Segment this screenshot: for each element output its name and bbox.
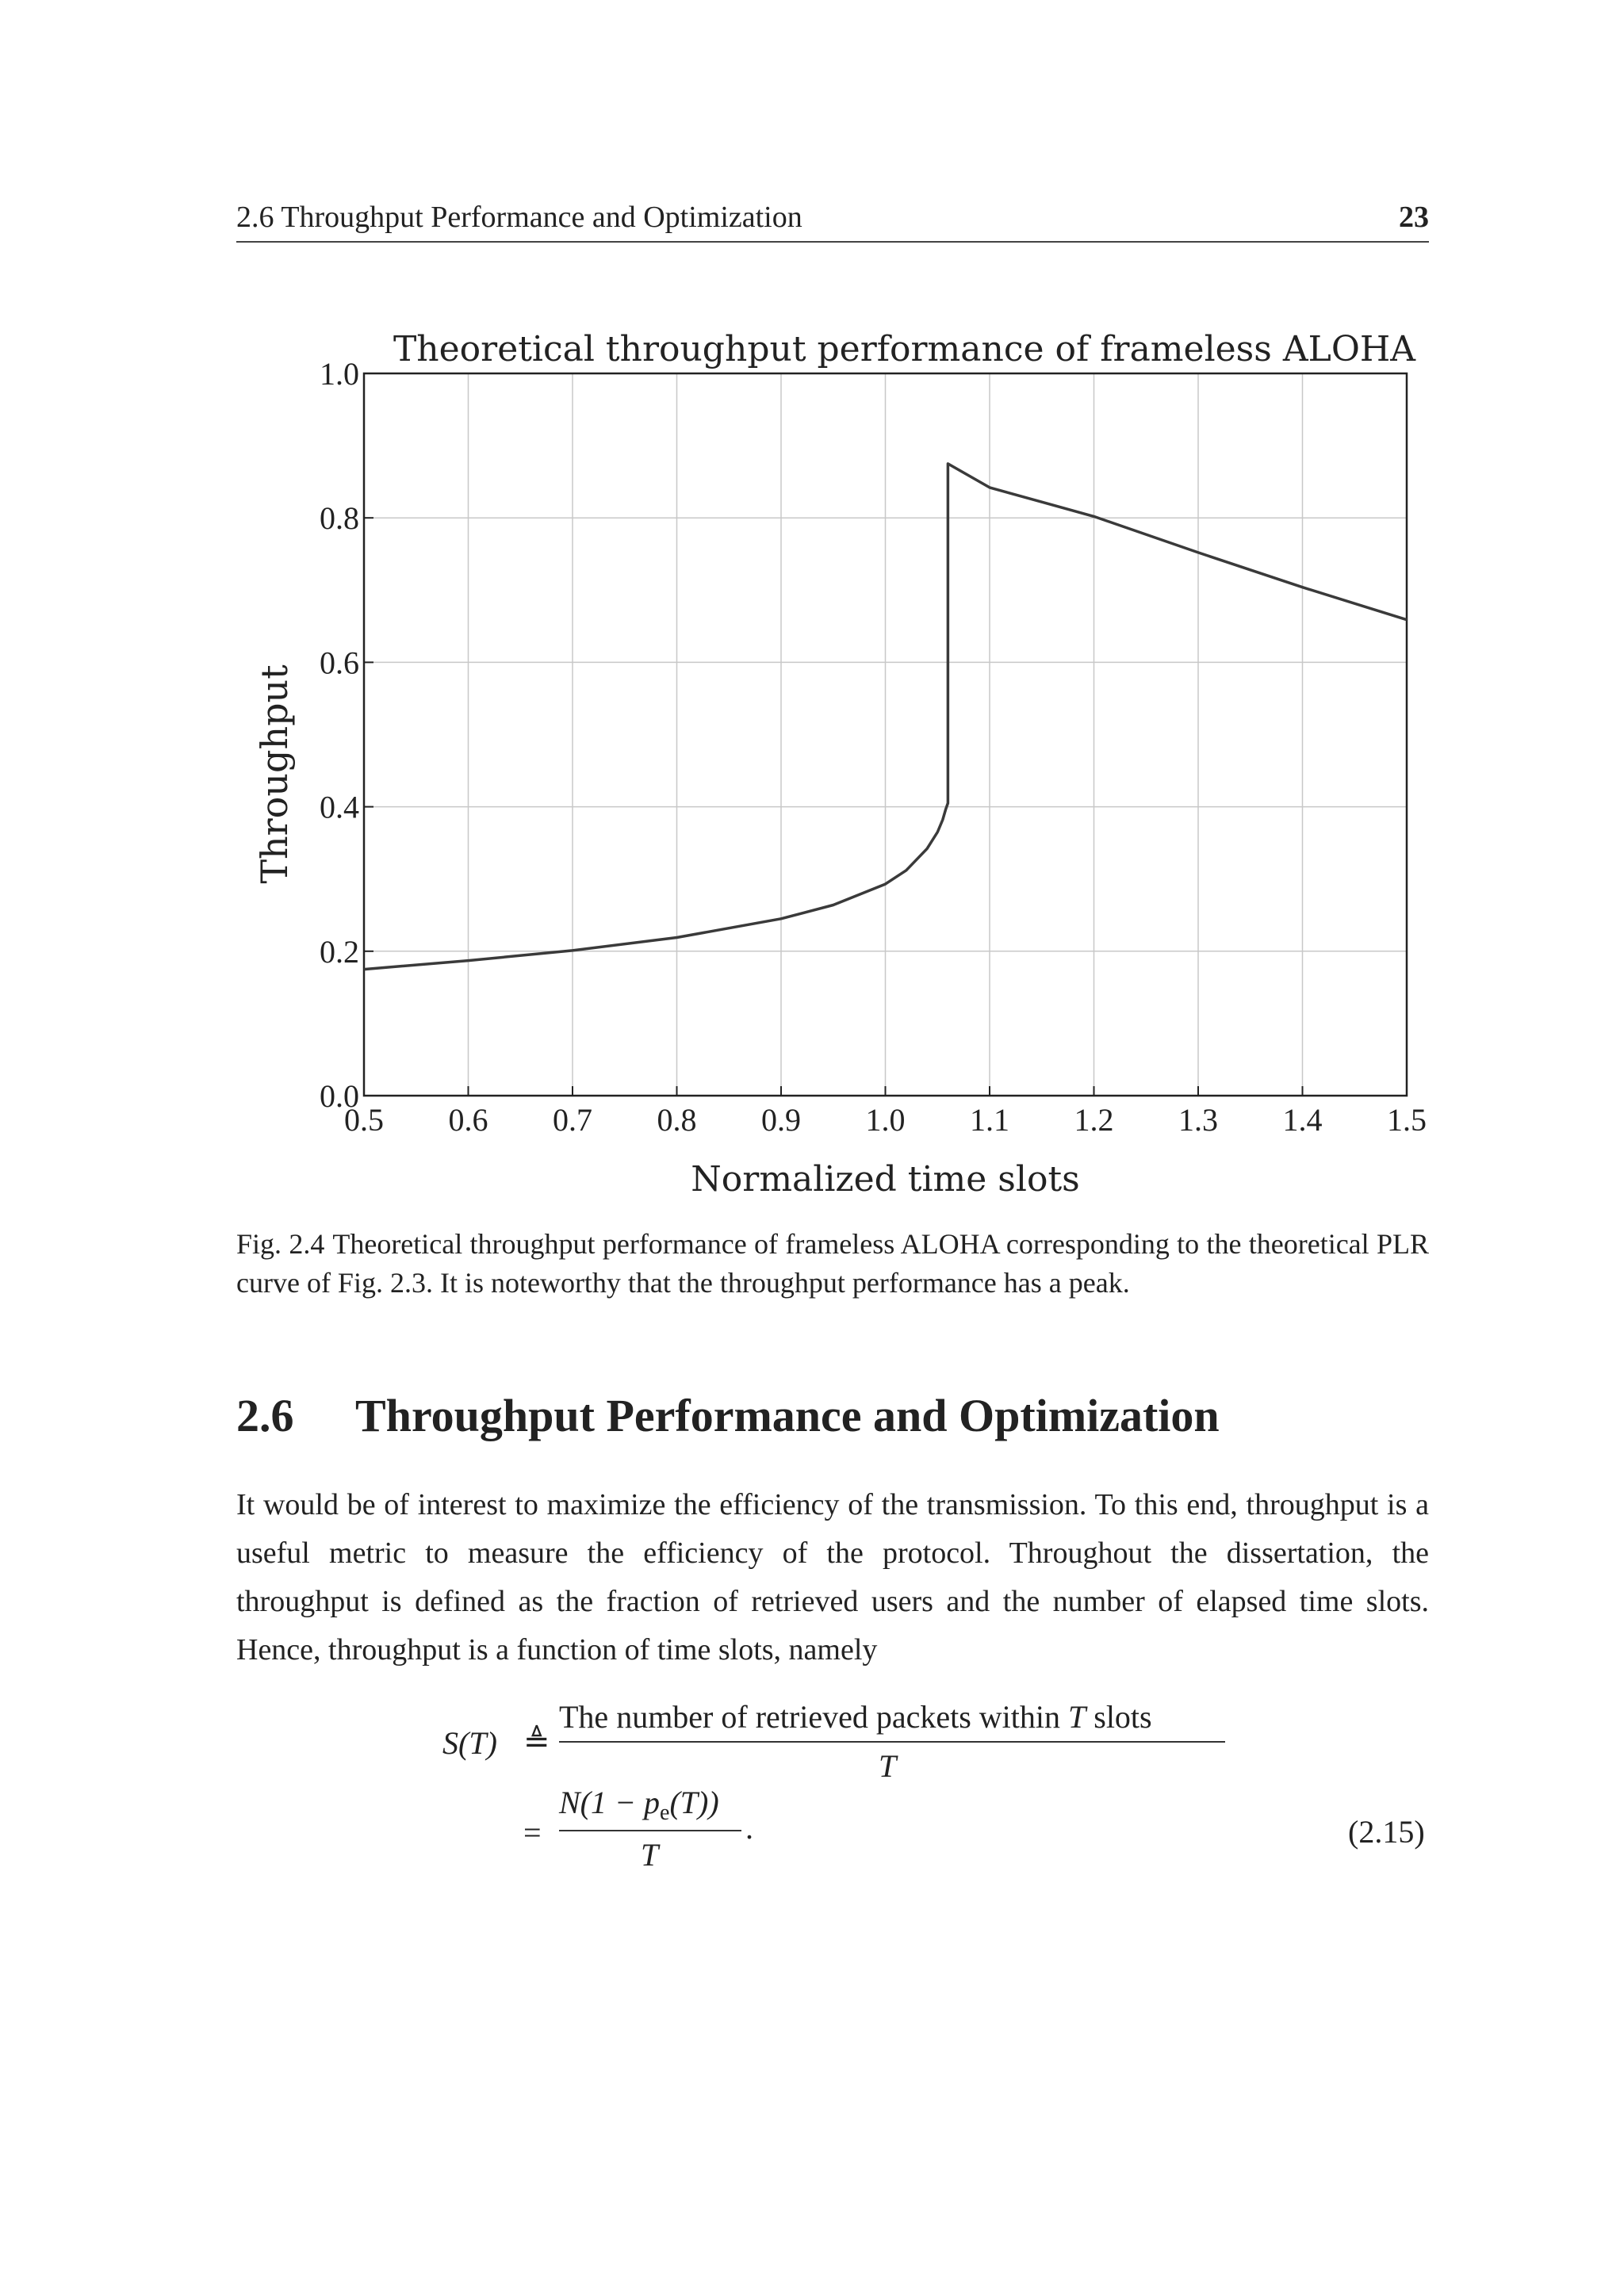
x-tick-label: 1.1 [970, 1102, 1009, 1138]
section-title: Throughput Performance and Optimization [355, 1390, 1220, 1441]
y-tick-label: 0.8 [320, 500, 359, 537]
section-number: 2.6 [236, 1390, 294, 1441]
x-tick-label: 0.5 [344, 1102, 384, 1138]
x-tick-label: 0.6 [448, 1102, 488, 1138]
equation-defeq: ≜ [523, 1724, 550, 1759]
x-axis-label: Normalized time slots [691, 1159, 1080, 1200]
x-tick-label: 0.9 [761, 1102, 801, 1138]
caption-text: Theoretical throughput performance of frameless ALOHA corresponding to the theoretical PLR curve of Fig. 2.3. It is noteworthy that the throughput performance has a peak. [236, 1228, 1429, 1299]
equation-period: . [745, 1810, 753, 1846]
x-tick-label: 0.7 [553, 1102, 592, 1138]
y-axis-label: Throughput [253, 664, 296, 884]
x-tick-label: 0.8 [657, 1102, 697, 1138]
x-tick-label: 1.4 [1282, 1102, 1323, 1138]
body-paragraph: It would be of interest to maximize the efficiency of the transmission. To this end, throughput is a useful metric to measure the efficiency of the protocol. Throughout the dissertation, the throughput is defined as the fraction of retrieved users and the number of elapsed time slots. Hence, throughput is a function of time slots, namely [236, 1488, 1429, 1667]
equation-numerator-2: $N(1 - p_e(T))$ [559, 1785, 719, 1825]
equation-equals: = [523, 1815, 542, 1850]
section-heading [236, 1389, 1429, 1442]
x-tick-label: 1.2 [1074, 1102, 1114, 1138]
equation-denominator-1: T [879, 1748, 897, 1784]
equation-2-15 [0, 1689, 1624, 1879]
y-tick-label: 1.0 [320, 356, 359, 392]
equation-number: (2.15) [1348, 1814, 1425, 1850]
page-number: 23 [1399, 201, 1429, 234]
fraction-bar-1 [559, 1741, 1225, 1743]
running-head-title: 2.6 Throughput Performance and Optimization [236, 201, 802, 234]
caption-label: Fig. 2.4 [236, 1228, 325, 1260]
figure-caption [236, 1225, 1429, 1303]
fraction-bar-2 [559, 1830, 741, 1831]
x-tick-label: 1.5 [1387, 1102, 1427, 1138]
y-tick-label: 0.4 [320, 789, 359, 825]
x-tick-label: 1.3 [1178, 1102, 1218, 1138]
y-tick-label: 0.0 [320, 1078, 359, 1114]
x-tick-label: 1.0 [865, 1102, 906, 1138]
chart-title: Theoretical throughput performance of frameless ALOHA [393, 329, 1416, 369]
equation-numerator-1: The number of retrieved packets within T slots [559, 1699, 1152, 1735]
equation-denominator-2: T [641, 1837, 659, 1873]
y-tick-label: 0.2 [320, 933, 359, 970]
equation-lhs: S(T) [442, 1725, 497, 1761]
y-tick-label: 0.6 [320, 645, 359, 681]
